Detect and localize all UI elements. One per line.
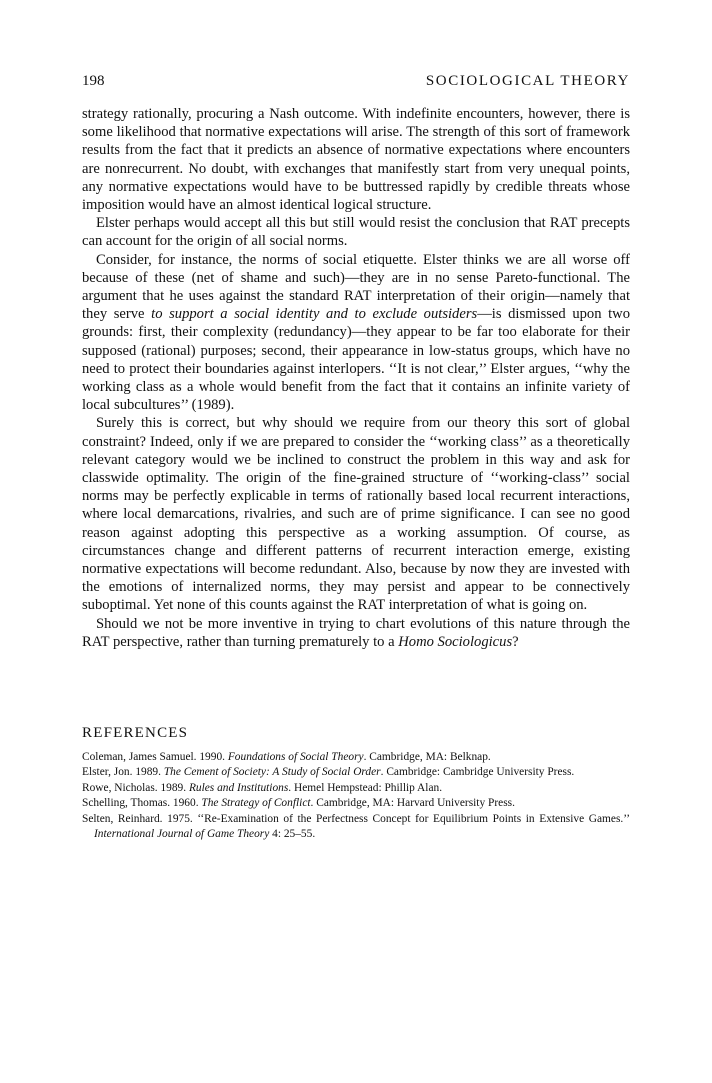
- reference-item: [82, 796, 630, 811]
- reference-list: [82, 750, 630, 842]
- reference-publisher: . Cambridge, MA: Belknap.: [363, 751, 491, 763]
- reference-item: [82, 812, 630, 843]
- page-header: [82, 73, 630, 90]
- paragraph-text: Consider, for instance, the norms of social etiquette. Elster thinks we are all worse off because of these (net of shame and such)—they are in no sense Pareto-functional. The argument that he uses against the standard RAT interpretation of their origin—namely that they serve: [82, 251, 630, 323]
- references-heading: REFERENCES: [82, 725, 189, 741]
- reference-item: [82, 765, 630, 780]
- reference-item: [82, 750, 630, 765]
- paragraph: Elster perhaps would accept all this but still would resist the conclusion that RAT precepts can account for the origin of all social norms.: [82, 215, 630, 250]
- paragraph: [82, 615, 630, 651]
- running-head: SOCIOLOGICAL THEORY: [425, 73, 630, 89]
- emphasized-phrase: Homo Sociologicus: [398, 633, 513, 650]
- paragraph: strategy rationally, procuring a Nash outcome. With indefinite encounters, however, there is some likelihood that normative expectations will arise. The strength of this sort of framework results from the fact that it predicts an absence of normative expectations where encounters are nonrecurrent. No doubt, with exchanges that manifestly start from very unequal points, any normative expectations would have to be buttressed rapidly by credible threats whose imposition would have an almost identical logical structure.: [82, 106, 630, 214]
- reference-publisher: . Hemel Hempstead: Phillip Alan.: [288, 781, 443, 794]
- reference-publisher: 4: 25–55.: [269, 828, 316, 841]
- reference-author: Coleman, James Samuel. 1990.: [82, 751, 228, 763]
- paragraph-text: —is dismissed upon two grounds: first, their complexity (redundancy)—they appear to be far too elaborate for their supposed (rational) purposes; second, their appearance in low-status groups, which have no need to protect their boundaries against interlopers. ‘‘It is not clear,’’ Elster argues, ‘‘why the working class as a whole would benefit from the fact that it contains an infinite variety of local subcultures’’ (1989).: [82, 306, 631, 414]
- reference-author: Selten, Reinhard. 1975. ‘‘Re-Examination of the Perfectness Concept for Equilibrium Points in Extensive Games.’’: [82, 812, 630, 825]
- reference-publisher: . Cambridge: Cambridge University Press.: [380, 766, 575, 779]
- reference-author: Elster, Jon. 1989.: [82, 766, 164, 779]
- reference-author: Schelling, Thomas. 1960.: [82, 797, 202, 810]
- body-text: [82, 105, 630, 651]
- reference-title: International Journal of Game Theory: [94, 828, 270, 841]
- paragraph: [82, 251, 630, 415]
- page-number: 198: [82, 73, 105, 89]
- reference-title: Foundations of Social Theory: [227, 751, 364, 763]
- reference-title: The Strategy of Conflict: [201, 797, 311, 810]
- reference-publisher: . Cambridge, MA: Harvard University Press.: [310, 797, 515, 810]
- reference-title: The Cement of Society: A Study of Social Order: [163, 766, 381, 779]
- paragraph-text: ?: [512, 633, 519, 650]
- paragraph-text: Should we not be more inventive in trying to chart evolutions of this nature through the RAT perspective, rather than turning prematurely to a: [82, 615, 630, 650]
- reference-item: [82, 781, 630, 796]
- emphasized-phrase: to support a social identity and to exclude outsiders: [151, 306, 478, 323]
- reference-title: Rules and Institutions: [188, 781, 289, 794]
- reference-author: Rowe, Nicholas. 1989.: [82, 781, 189, 794]
- paragraph: Surely this is correct, but why should we require from our theory this sort of global constraint? Indeed, only if we are prepared to consider the ‘‘working class’’ as a theoretically relevant category would we be inclined to construct the problem in this way and ask for classwide optimality. The origin of the fine-grained structure of ‘‘working-class’’ social norms may be perfectly explicable in terms of rationally based local recurrent interactions, where local demarcations, rivalries, and such are of prime significance. I can see no good reason against adopting this perspective as a working assumption. Of course, as circumstances change and different patterns of recurrent interaction emerge, existing normative expectations will become redundant. Also, because by now they are invested with the emotions of internalized norms, they may persist and appear to be connectively suboptimal. Yet none of this counts against the RAT interpretation of what is going on.: [82, 415, 630, 614]
